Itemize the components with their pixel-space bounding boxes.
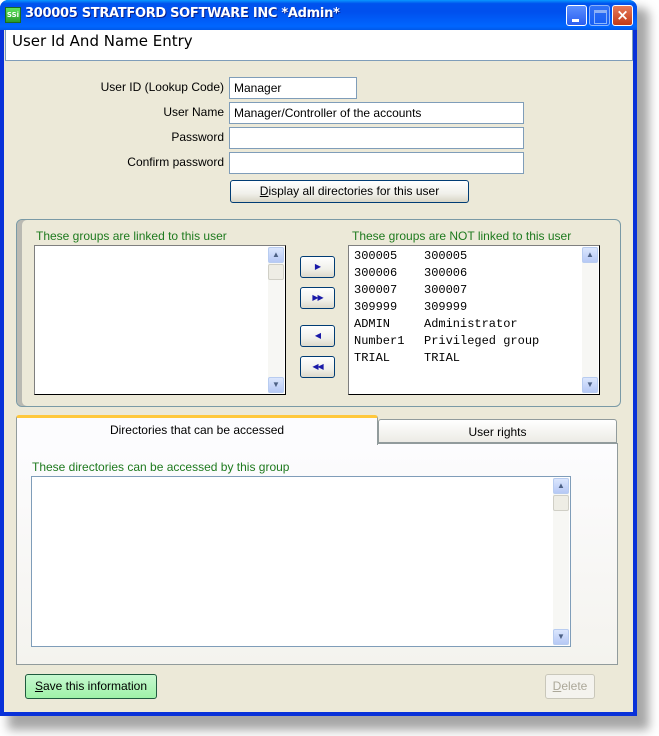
minimize-button[interactable]: [566, 5, 587, 26]
list-item[interactable]: 300006 300006: [354, 266, 468, 280]
scroll-up-icon[interactable]: ▲: [582, 247, 598, 263]
scroll-thumb[interactable]: [553, 495, 569, 511]
user-name-label: User Name: [163, 105, 224, 119]
user-id-label: User ID (Lookup Code): [100, 80, 224, 94]
list-item[interactable]: 300005 300005: [354, 249, 468, 263]
page-title: User Id And Name Entry: [12, 32, 193, 50]
user-id-input[interactable]: Manager: [229, 77, 357, 99]
scroll-up-icon[interactable]: ▲: [553, 478, 569, 494]
add-group-button[interactable]: ▶: [300, 256, 335, 278]
list-item[interactable]: ADMIN Administrator: [354, 317, 518, 331]
confirm-password-input[interactable]: [229, 152, 524, 174]
button-label: ave this information: [42, 679, 148, 693]
tab-directories[interactable]: Directories that can be accessed: [16, 415, 378, 445]
save-button[interactable]: [25, 674, 157, 699]
directories-list-scrollbar[interactable]: [553, 478, 569, 645]
page-header: [5, 30, 633, 61]
scroll-down-icon[interactable]: ▼: [582, 377, 598, 393]
password-input[interactable]: [229, 127, 524, 149]
linked-list-scrollbar[interactable]: [268, 247, 284, 393]
directories-label: These directories can be accessed by this group: [32, 460, 290, 474]
accelerator-key: D: [259, 184, 269, 198]
remove-group-button[interactable]: ◀: [300, 325, 335, 347]
scroll-thumb[interactable]: [268, 264, 284, 280]
title-bar[interactable]: [0, 0, 637, 30]
groups-panel: [16, 219, 621, 407]
password-label: Password: [171, 130, 224, 144]
confirm-password-label: Confirm password: [127, 155, 224, 169]
not-linked-list-scrollbar[interactable]: [582, 247, 598, 393]
linked-groups-list[interactable]: [34, 245, 286, 395]
delete-button[interactable]: [545, 674, 595, 699]
not-linked-groups-list[interactable]: [348, 245, 600, 395]
remove-all-groups-button[interactable]: ◀◀: [300, 356, 335, 378]
not-linked-groups-label: These groups are NOT linked to this user: [352, 229, 572, 243]
tab-user-rights[interactable]: User rights: [378, 419, 617, 443]
add-all-groups-button[interactable]: ▶▶: [300, 287, 335, 309]
scroll-down-icon[interactable]: ▼: [553, 629, 569, 645]
scroll-down-icon[interactable]: ▼: [268, 377, 284, 393]
directories-list[interactable]: [31, 476, 571, 647]
list-item[interactable]: Number1 Privileged group: [354, 334, 540, 348]
list-item[interactable]: 309999 309999: [354, 300, 468, 314]
scroll-up-icon[interactable]: ▲: [268, 247, 284, 263]
linked-groups-label: These groups are linked to this user: [36, 229, 227, 243]
close-button[interactable]: [612, 5, 633, 26]
accelerator-key: S: [34, 679, 43, 693]
list-item[interactable]: 300007 300007: [354, 283, 468, 297]
window-title: 300005 STRATFORD SOFTWARE INC *Admin*: [25, 6, 340, 21]
list-item[interactable]: TRIAL TRIAL: [354, 351, 461, 365]
button-label: elete: [561, 679, 588, 693]
user-name-input[interactable]: Manager/Controller of the accounts: [229, 102, 524, 124]
display-directories-button[interactable]: [230, 180, 469, 203]
close-icon: ×: [616, 6, 629, 24]
window-client-area: [4, 30, 633, 712]
maximize-button[interactable]: [589, 5, 610, 26]
tab-control: [16, 415, 618, 665]
app-logo-icon: SSi: [5, 7, 21, 23]
directories-tab-page: [16, 443, 618, 665]
button-label: isplay all directories for this user: [268, 184, 440, 198]
accelerator-key: D: [552, 679, 562, 693]
